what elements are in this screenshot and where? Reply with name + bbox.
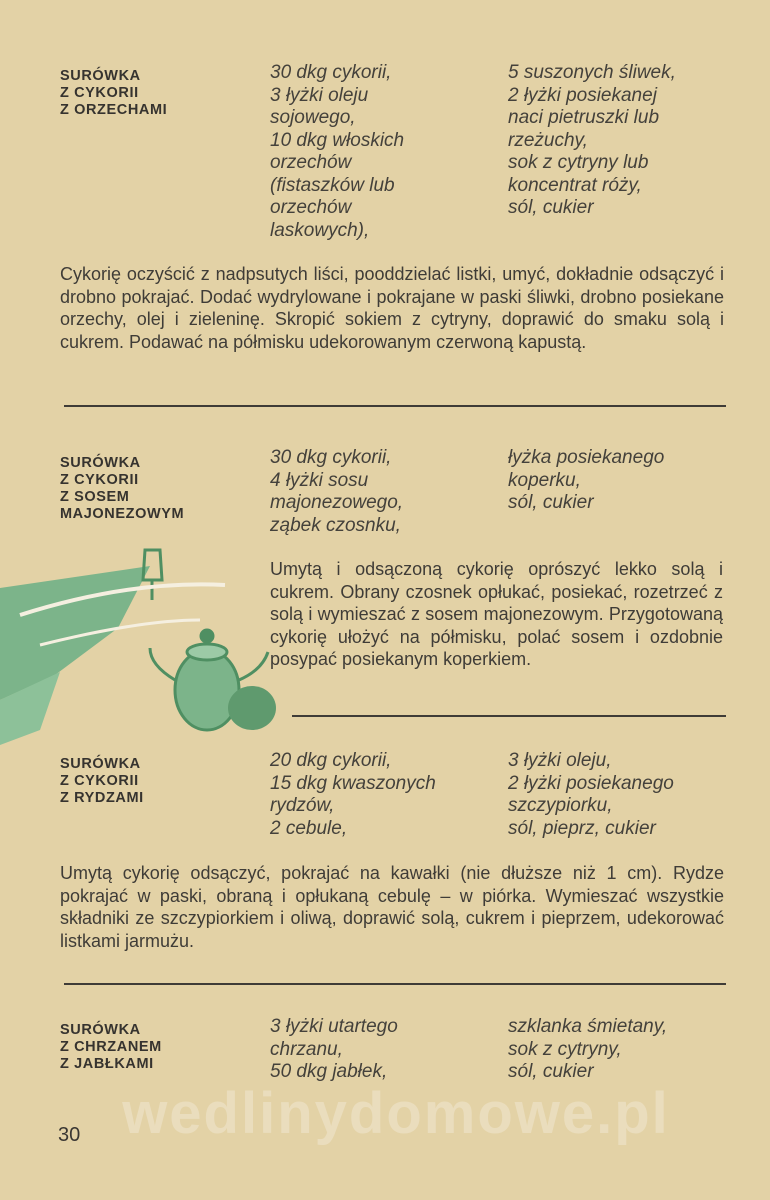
ingredients-column-1: 30 dkg cykorii, 4 łyżki sosu majonezowego, ząbek czosnku, <box>270 447 404 536</box>
section-divider <box>64 983 726 985</box>
recipe-instructions: Cykorię oczyścić z nadpsutych liści, pooddzielać listki, umyć, dokładnie odsączyć i drobno pokrajać. Dodać wydrylowane i pokrajane w paski śliwki, drobno posiekane orzechy, olej i zieleninę. Skropić sokiem z cytryny, doprawić do smaku solą i cukrem. Podawać na półmisku udekorowanym czerwoną kapustą. <box>60 264 724 352</box>
ingredients-column-2: szklanka śmietany, sok z cytryny, sól, cukier <box>508 1016 668 1082</box>
green-leaf-shape <box>0 566 150 745</box>
glass-outline-icon <box>143 550 162 600</box>
ingredients-column-2: łyżka posiekanego koperku, sól, cukier <box>508 447 665 513</box>
ingredients-column-1: 20 dkg cykorii, 15 dkg kwaszonych rydzów, 2 cebule, <box>270 750 436 839</box>
watermark: wedlinydomowe.pl <box>122 1081 670 1146</box>
recipe-instructions: Umytą cykorię odsączyć, pokrajać na kawałki (nie dłuższe niż 1 cm). Rydze pokrajać w paski, obraną i opłukaną cebulę – w piórka. Wymieszać wszystkie składniki ze szczypiorkiem i oliwą, doprawić solą, cukrem i pieprzem, udekorować listkami jarmużu. <box>60 863 724 951</box>
ingredients-column-2: 5 suszonych śliwek, 2 łyżki posiekanej naci pietruszki lub rzeżuchy, sok z cytryny lub koncentrat róży, sól, cukier <box>508 62 676 218</box>
ingredients-column-2: 3 łyżki oleju, 2 łyżki posiekanego szczypiorku, sól, pieprz, cukier <box>508 750 674 839</box>
section-divider <box>292 715 726 717</box>
recipe-title: SURÓWKA Z CYKORII Z RYDZAMI <box>60 756 144 806</box>
recipe-instructions: Umytą i odsączoną cykorię oprószyć lekko solą i cukrem. Obrany czosnek opłukać, posiekać, rozetrzeć z solą i wymieszać z sosem majonezowym. Przygotowaną cykorię ułożyć na półmisku, polać sosem i ozdobnie posypać posiekanym koperkiem. <box>270 559 723 669</box>
recipe-title: SURÓWKA Z CYKORII Z SOSEM MAJONEZOWYM <box>60 455 185 522</box>
dark-bowl-icon <box>228 686 276 730</box>
section-divider <box>64 405 726 407</box>
page-number: 30 <box>58 1124 81 1146</box>
ingredients-column-1: 3 łyżki utartego chrzanu, 50 dkg jabłek, <box>270 1016 398 1082</box>
kitchen-illustration <box>0 540 300 750</box>
recipe-title: SURÓWKA Z CYKORII Z ORZECHAMI <box>60 68 168 118</box>
recipe-title: SURÓWKA Z CHRZANEM Z JABŁKAMI <box>60 1022 162 1072</box>
ingredients-column-1: 30 dkg cykorii, 3 łyżki oleju sojowego, 10 dkg włoskich orzechów (fistaszków lub orzechów laskowych), <box>270 62 405 241</box>
